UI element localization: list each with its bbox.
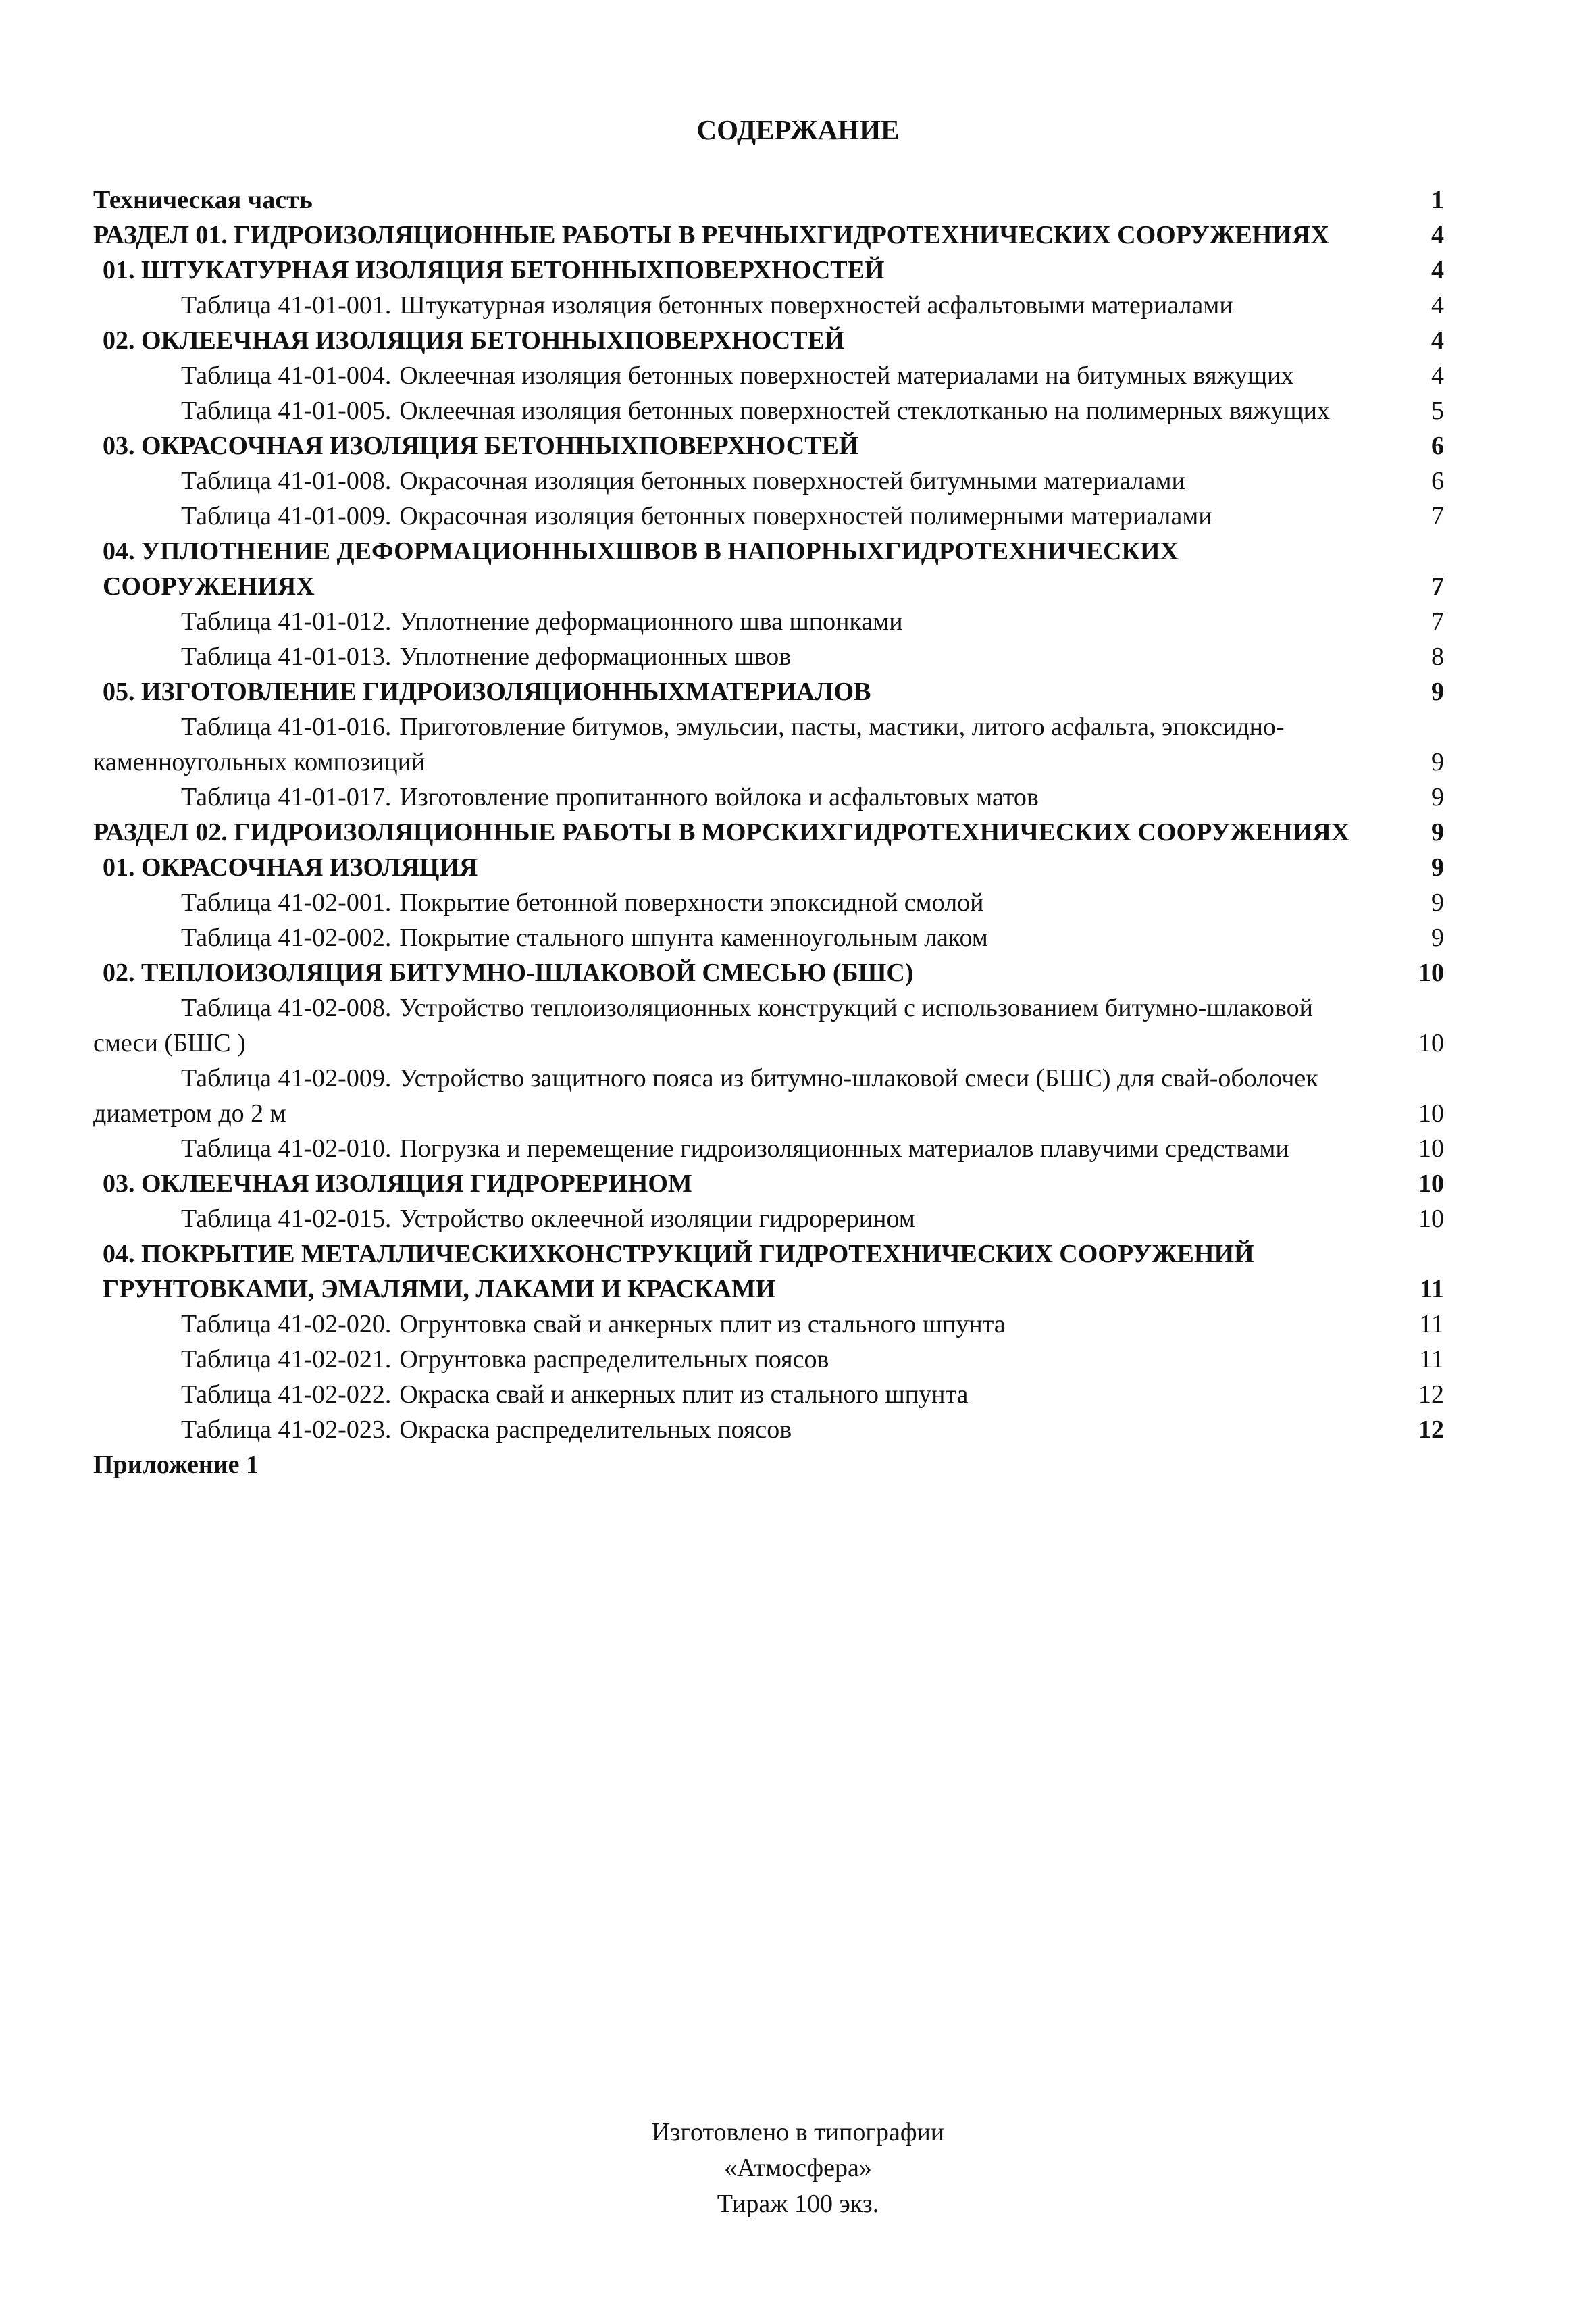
toc-entry bbox=[93, 1236, 1444, 1307]
toc-table-entry bbox=[93, 1131, 1376, 1166]
page-number: 9 bbox=[1431, 818, 1444, 847]
page-number: 4 bbox=[1431, 326, 1444, 355]
table-number: Таблица 41-01-008. bbox=[181, 467, 392, 495]
page-number: 4 bbox=[1431, 256, 1444, 284]
toc-entry bbox=[93, 428, 1444, 463]
table-number: Таблица 41-01-005. bbox=[181, 397, 392, 425]
toc-table-entry bbox=[93, 1307, 1376, 1342]
page-number: 6 bbox=[1431, 467, 1444, 495]
page-number: 9 bbox=[1431, 678, 1444, 706]
toc-table-entry bbox=[93, 393, 1376, 428]
toc-table-entry bbox=[93, 1377, 1376, 1412]
toc-entry bbox=[93, 955, 1444, 990]
toc-entry bbox=[93, 1412, 1444, 1447]
page-number: 9 bbox=[1431, 853, 1444, 882]
page-number: 12 bbox=[1418, 1380, 1444, 1409]
toc-entry bbox=[93, 1131, 1444, 1166]
page-number: 9 bbox=[1431, 888, 1444, 917]
toc-entry bbox=[93, 1166, 1444, 1201]
table-title: Покрытие стального шпунта каменноугольным лаком bbox=[399, 924, 988, 952]
page-number: 11 bbox=[1419, 1310, 1444, 1338]
page-number: 7 bbox=[1431, 607, 1444, 636]
toc-entry bbox=[93, 1342, 1444, 1377]
page-number: 5 bbox=[1431, 397, 1444, 425]
table-title: Покрытие бетонной поверхности эпоксидной смолой bbox=[399, 888, 984, 917]
toc-entry bbox=[93, 1201, 1444, 1236]
toc-table-entry bbox=[93, 639, 1376, 674]
table-number: Таблица 41-02-001. bbox=[181, 888, 392, 917]
toc-entry bbox=[93, 1061, 1444, 1131]
table-number: Таблица 41-02-023. bbox=[181, 1415, 392, 1444]
section-heading: 01. ОКРАСОЧНАЯ ИЗОЛЯЦИЯ bbox=[103, 853, 478, 882]
toc-table-entry bbox=[93, 709, 1376, 780]
table-number: Таблица 41-01-012. bbox=[181, 607, 392, 636]
toc-entry bbox=[93, 323, 1444, 358]
page-title: СОДЕРЖАНИЕ bbox=[696, 114, 900, 145]
table-title: Оклеечная изоляция бетонных поверхностей материалами на битумных вяжущих bbox=[399, 361, 1294, 390]
table-title: Штукатурная изоляция бетонных поверхностей асфальтовыми материалами bbox=[399, 291, 1233, 320]
page-number: 9 bbox=[1431, 748, 1444, 776]
table-title: Изготовление пропитанного войлока и асфальтовых матов bbox=[399, 783, 1039, 811]
toc-entry bbox=[93, 1377, 1444, 1412]
table-number: Таблица 41-01-001. bbox=[181, 291, 392, 320]
table-of-contents bbox=[93, 182, 1444, 1482]
table-title: Окраска распределительных поясов bbox=[399, 1415, 792, 1444]
table-title: Погрузка и перемещение гидроизоляционных материалов плавучими средствами bbox=[399, 1134, 1289, 1163]
table-number: Таблица 41-02-010. bbox=[181, 1134, 392, 1163]
section-heading: 03. ОКРАСОЧНАЯ ИЗОЛЯЦИЯ БЕТОННЫХПОВЕРХНОСТЕЙ bbox=[103, 432, 859, 460]
page-number: 10 bbox=[1418, 1134, 1444, 1163]
table-title: Приготовление битумов, эмульсии, пасты, мастики, литого асфальта, эпоксидно-каменноугольных композиций bbox=[93, 713, 1285, 776]
toc-table-entry bbox=[93, 920, 1376, 955]
toc-entry bbox=[93, 815, 1444, 850]
table-number: Таблица 41-02-021. bbox=[181, 1345, 392, 1374]
table-title: Оклеечная изоляция бетонных поверхностей стеклотканью на полимерных вяжущих bbox=[399, 397, 1330, 425]
toc-entry bbox=[93, 639, 1444, 674]
toc-table-entry bbox=[93, 990, 1376, 1061]
page-number: 9 bbox=[1431, 783, 1444, 811]
print-info-line: «Атмосфера» bbox=[724, 2154, 872, 2182]
table-title: Устройство теплоизоляционных конструкций с использованием битумно-шлаковой смеси (БШС ) bbox=[93, 994, 1313, 1057]
toc-entry bbox=[93, 393, 1444, 428]
table-title: Уплотнение деформационных швов bbox=[399, 643, 792, 671]
toc-entry bbox=[93, 463, 1444, 499]
part-heading: РАЗДЕЛ 01. ГИДРОИЗОЛЯЦИОННЫЕ РАБОТЫ В РЕЧНЫХГИДРОТЕХНИЧЕСКИХ СООРУЖЕНИЯХ bbox=[93, 221, 1329, 249]
page-number: 8 bbox=[1431, 643, 1444, 671]
table-title: Уплотнение деформационного шва шпонками bbox=[399, 607, 903, 636]
toc-table-entry bbox=[93, 358, 1376, 393]
page-number: 4 bbox=[1431, 221, 1444, 249]
toc-entry bbox=[93, 288, 1444, 323]
section-heading: 04. УПЛОТНЕНИЕ ДЕФОРМАЦИОННЫХШВОВ В НАПОРНЫХГИДРОТЕХНИЧЕСКИХ СООРУЖЕНИЯХ bbox=[103, 537, 1179, 601]
toc-entry bbox=[93, 182, 1444, 218]
toc-entry bbox=[93, 780, 1444, 815]
toc-entry bbox=[93, 604, 1444, 639]
page-number: 7 bbox=[1431, 502, 1444, 530]
toc-table-entry bbox=[93, 604, 1376, 639]
toc-entry bbox=[93, 499, 1444, 534]
table-title: Огрунтовка распределительных поясов bbox=[399, 1345, 829, 1374]
section-heading: 01. ШТУКАТУРНАЯ ИЗОЛЯЦИЯ БЕТОННЫХПОВЕРХНОСТЕЙ bbox=[103, 256, 885, 284]
table-number: Таблица 41-02-015. bbox=[181, 1205, 392, 1233]
table-number: Таблица 41-02-022. bbox=[181, 1380, 392, 1409]
page-number: 6 bbox=[1431, 432, 1444, 460]
toc-entry bbox=[93, 253, 1444, 288]
toc-entry bbox=[93, 920, 1444, 955]
print-info-line: Изготовлено в типографии bbox=[651, 2118, 945, 2146]
page-number: 12 bbox=[1418, 1415, 1444, 1444]
print-info bbox=[0, 2115, 1596, 2222]
table-number: Таблица 41-02-020. bbox=[181, 1310, 392, 1338]
toc-entry bbox=[93, 534, 1444, 604]
toc-table-entry bbox=[93, 288, 1376, 323]
toc-entry bbox=[93, 709, 1444, 780]
toc-table-entry bbox=[93, 1412, 1376, 1447]
table-title: Устройство защитного пояса из битумно-шлаковой смеси (БШС) для свай-оболочек диаметром до 2 м bbox=[93, 1064, 1318, 1128]
toc-entry bbox=[93, 218, 1444, 253]
toc-entry bbox=[93, 990, 1444, 1061]
table-number: Таблица 41-01-004. bbox=[181, 361, 392, 390]
page-number: 7 bbox=[1431, 572, 1444, 601]
section-heading: 05. ИЗГОТОВЛЕНИЕ ГИДРОИЗОЛЯЦИОННЫХМАТЕРИАЛОВ bbox=[103, 678, 871, 706]
part-heading: Техническая часть bbox=[93, 186, 313, 214]
toc-table-entry bbox=[93, 1061, 1376, 1131]
section-heading: 02. ОКЛЕЕЧНАЯ ИЗОЛЯЦИЯ БЕТОННЫХПОВЕРХНОСТЕЙ bbox=[103, 326, 845, 355]
page-number: 10 bbox=[1418, 1029, 1444, 1057]
toc-table-entry bbox=[93, 780, 1376, 815]
table-title: Окрасочная изоляция бетонных поверхностей битумными материалами bbox=[399, 467, 1185, 495]
table-title: Устройство оклеечной изоляции гидрорерином bbox=[399, 1205, 915, 1233]
table-title: Огрунтовка свай и анкерных плит из стального шпунта bbox=[399, 1310, 1006, 1338]
toc-table-entry bbox=[93, 499, 1376, 534]
section-heading: 03. ОКЛЕЕЧНАЯ ИЗОЛЯЦИЯ ГИДРОРЕРИНОМ bbox=[103, 1169, 692, 1198]
table-number: Таблица 41-02-008. bbox=[181, 994, 392, 1022]
table-number: Таблица 41-01-009. bbox=[181, 502, 392, 530]
part-heading: Приложение 1 bbox=[93, 1451, 259, 1479]
page-number: 11 bbox=[1420, 1275, 1444, 1303]
toc-entry bbox=[93, 674, 1444, 709]
table-number: Таблица 41-01-017. bbox=[181, 783, 392, 811]
toc-entry bbox=[93, 1307, 1444, 1342]
page-number: 11 bbox=[1419, 1345, 1444, 1374]
table-number: Таблица 41-02-002. bbox=[181, 924, 392, 952]
page-number: 10 bbox=[1418, 1205, 1444, 1233]
page-number: 10 bbox=[1418, 1169, 1444, 1198]
toc-table-entry bbox=[93, 1201, 1376, 1236]
toc-entry bbox=[93, 885, 1444, 920]
toc-table-entry bbox=[93, 463, 1376, 499]
toc-entry bbox=[93, 1447, 1444, 1482]
page-number: 10 bbox=[1418, 1099, 1444, 1128]
section-heading: 04. ПОКРЫТИЕ МЕТАЛЛИЧЕСКИХКОНСТРУКЦИЙ ГИДРОТЕХНИЧЕСКИХ СООРУЖЕНИЙ ГРУНТОВКАМИ, ЭМАЛЯМИ, ЛАКАМИ И КРАСКАМИ bbox=[103, 1240, 1254, 1303]
toc-entry bbox=[93, 850, 1444, 885]
table-number: Таблица 41-02-009. bbox=[181, 1064, 392, 1092]
table-title: Окрасочная изоляция бетонных поверхностей полимерными материалами bbox=[399, 502, 1212, 530]
page-number: 4 bbox=[1431, 361, 1444, 390]
table-title: Окраска свай и анкерных плит из стального шпунта bbox=[399, 1380, 969, 1409]
section-heading: 02. ТЕПЛОИЗОЛЯЦИЯ БИТУМНО-ШЛАКОВОЙ СМЕСЬЮ (БШС) bbox=[103, 959, 914, 987]
print-info-line: Тираж 100 экз. bbox=[717, 2190, 879, 2218]
page-number: 9 bbox=[1431, 924, 1444, 952]
page-number: 1 bbox=[1431, 186, 1444, 214]
page-number: 4 bbox=[1431, 291, 1444, 320]
toc-entry bbox=[93, 358, 1444, 393]
table-number: Таблица 41-01-013. bbox=[181, 643, 392, 671]
toc-table-entry bbox=[93, 885, 1376, 920]
page-number: 10 bbox=[1418, 959, 1444, 987]
part-heading: РАЗДЕЛ 02. ГИДРОИЗОЛЯЦИОННЫЕ РАБОТЫ В МОРСКИХГИДРОТЕХНИЧЕСКИХ СООРУЖЕНИЯХ bbox=[93, 818, 1350, 847]
toc-table-entry bbox=[93, 1342, 1376, 1377]
table-number: Таблица 41-01-016. bbox=[181, 713, 392, 741]
